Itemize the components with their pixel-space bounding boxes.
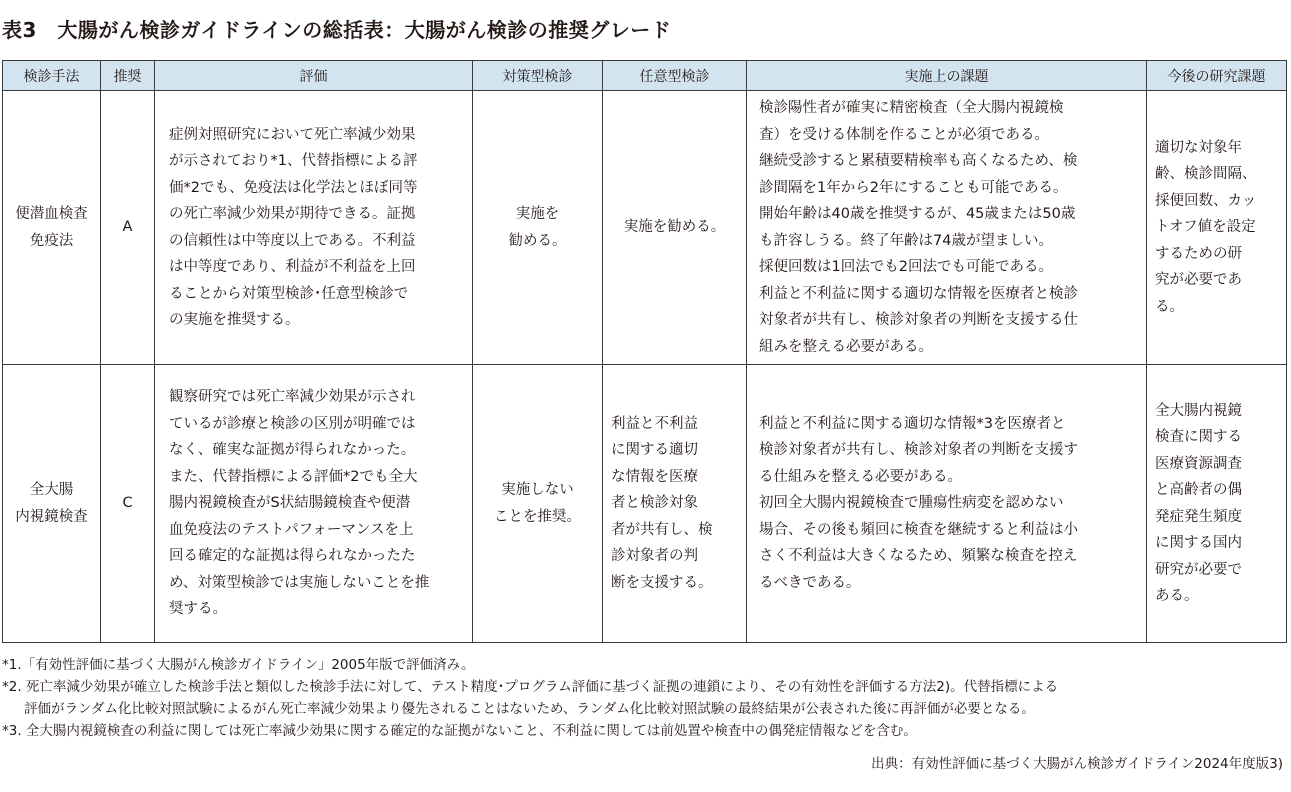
cell-implementation-issues: 検診陽性者が確実に精密検査（全大腸内視鏡検 査）を受ける体制を作ることが必須である。 継続受診すると累積要精検率も高くなるため、検 診間隔を1年から2年にすることも可能である。 開始年齢は40歳を推奨するが、45歳または50歳 も許容しうる。終了年齢は74歳が望ましい。 採便回数は1回法でも2回法でも可能である。 利益と不利益に関する適切な情報を医療者と検診 対象者が共有し、検診対象者の判断を支援する仕 組みを整える必要がある。: [747, 91, 1147, 365]
cell-grade: C: [101, 365, 155, 643]
cell-implementation-issues: 利益と不利益に関する適切な情報*3を医療者と 検診対象者が共有し、検診対象者の判断を支援す る仕組みを整える必要がある。 初回全大腸内視鏡検査で腫瘍性病変を認めない 場合、その後も頻回に検査を継続すると利益は小 さく不利益は大きくなるため、頻繁な検査を控え るべきである。: [747, 365, 1147, 643]
cell-method: 全大腸 内視鏡検査: [3, 365, 101, 643]
header-population-screening: 対策型検診: [473, 61, 603, 91]
header-grade: 推奨: [101, 61, 155, 91]
footnote-1: *1.「有効性評価に基づく大腸がん検診ガイドライン」2005年版で評価済み。: [2, 657, 475, 673]
cell-population-screening: 実施を 勧める。: [473, 91, 603, 365]
table-row: [3, 91, 1287, 365]
cell-opportunistic-screening: 利益と不利益 に関する適切 な情報を医療 者と検診対象 者が共有し、検 診対象者の判 断を支援する。: [603, 365, 747, 643]
cell-population-screening: 実施しない ことを推奨。: [473, 365, 603, 643]
cell-method: 便潜血検査 免疫法: [3, 91, 101, 365]
source-citation: 出典：有効性評価に基づく大腸がん検診ガイドライン2024年度版3): [871, 756, 1283, 772]
page-title: 表3 大腸がん検診ガイドラインの総括表：大腸がん検診の推奨グレード: [2, 18, 672, 42]
cell-opportunistic-screening: 実施を勧める。: [603, 91, 747, 365]
footnotes: [2, 654, 1286, 742]
cell-evaluation: 症例対照研究において死亡率減少効果 が示されており*1、代替指標による評 価*2でも、免疫法は化学法とほぼ同等 の死亡率減少効果が期待できる。証拠 の信頼性は中等度以上である。不利益 は中等度であり、利益が不利益を上回 ることから対策型検診･任意型検診で の実施を推奨する。: [155, 91, 473, 365]
header-evaluation: 評価: [155, 61, 473, 91]
footnote-3: *3. 全大腸内視鏡検査の利益に関しては死亡率減少効果に関する確定的な証拠がないこと、不利益に関しては前処置や検査中の偶発症情報などを含む。: [2, 723, 917, 739]
cell-grade: A: [101, 91, 155, 365]
header-future-research: 今後の研究課題: [1147, 61, 1287, 91]
guideline-summary-table: [2, 60, 1287, 643]
header-opportunistic-screening: 任意型検診: [603, 61, 747, 91]
cell-evaluation: 観察研究では死亡率減少効果が示され ているが診療と検診の区別が明確では なく、確実な証拠が得られなかった。 また、代替指標による評価*2でも全大 腸内視鏡検査がS状結腸鏡検査や便潜 血免疫法のテストパフォーマンスを上 回る確定的な証拠は得られなかったた め、対策型検診では実施しないことを推 奨する。: [155, 365, 473, 643]
cell-future-research: 適切な対象年 齢、検診間隔、 採便回数、カッ トオフ値を設定 するための研 究が必要であ る。: [1147, 91, 1287, 365]
header-method: 検診手法: [3, 61, 101, 91]
cell-future-research: 全大腸内視鏡 検査に関する 医療資源調査 と高齢者の偶 発症発生頻度 に関する国内 研究が必要で ある。: [1147, 365, 1287, 643]
footnote-2: *2. 死亡率減少効果が確立した検診手法と類似した検診手法に対して、テスト精度･プログラム評価に基づく証拠の連鎖により、その有効性を評価する方法2)。代替指標による 評価がランダム化比較対照試験によるがん死亡率減少効果より優先されることはないため、ランダム化比較対照試験の最終結果が公表された後に再評価が必要となる。: [2, 679, 1059, 717]
header-implementation-issues: 実施上の課題: [747, 61, 1147, 91]
table-row: [3, 365, 1287, 643]
table-header-row: [3, 61, 1287, 91]
